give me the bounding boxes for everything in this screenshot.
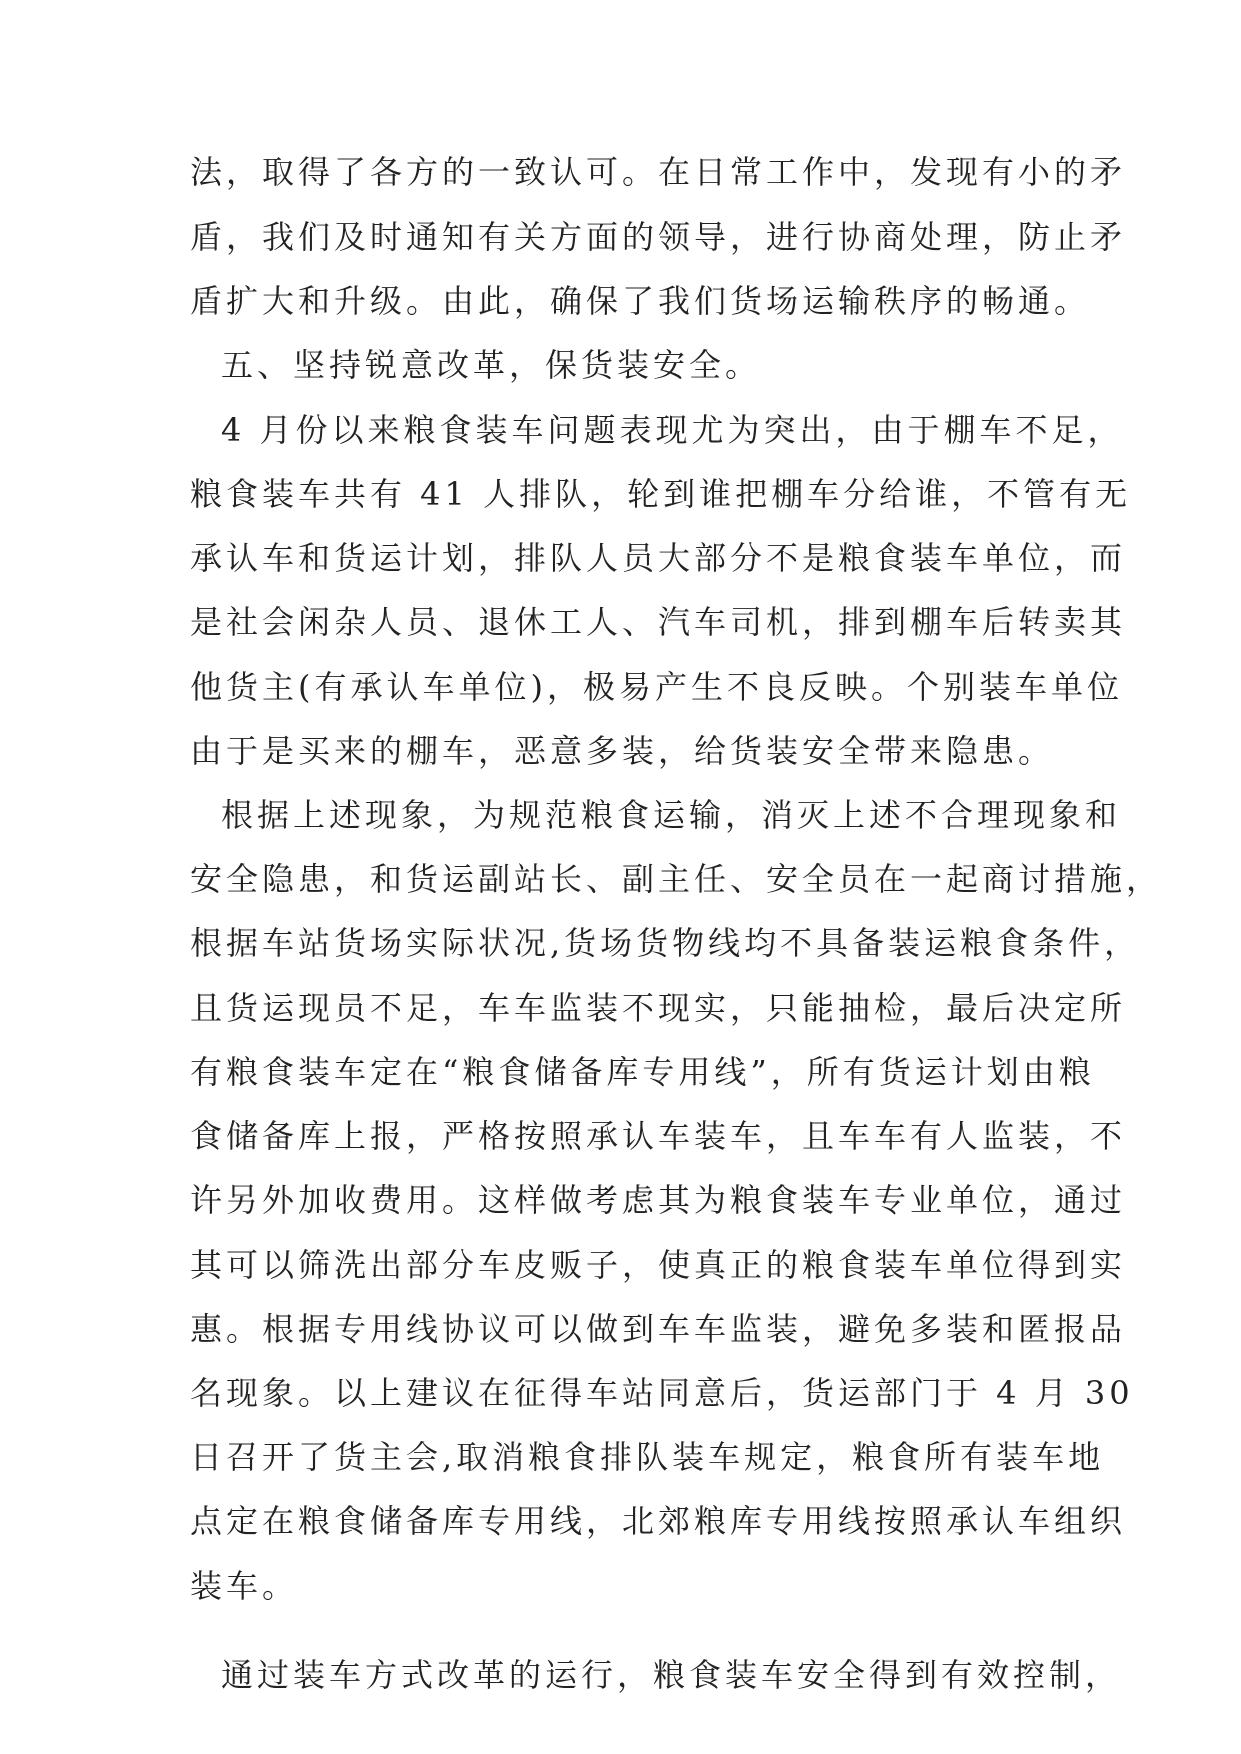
text-line: 安全隐患，和货运副站长、副主任、安全员在一起商讨措施，	[190, 860, 1163, 898]
text-line: 点定在粮食储备库专用线，北郊粮库专用线按照承认车组织	[190, 1502, 1127, 1540]
text-line: 盾，我们及时通知有关方面的领导，进行协商处理，防止矛	[190, 218, 1127, 256]
text-line: 粮食装车共有 41 人排队，轮到谁把棚车分给谁，不管有无	[190, 475, 1132, 513]
text-line: 盾扩大和升级。由此，确保了我们货场运输秩序的畅通。	[190, 282, 1091, 320]
text-line: 食储备库上报，严格按照承认车装车，且车车有人监装，不	[190, 1117, 1127, 1155]
paragraph-start: 通过装车方式改革的运行，粮食装车安全得到有效控制，	[221, 1656, 1122, 1694]
text-line: 是社会闲杂人员、退休工人、汽车司机，排到棚车后转卖其	[190, 603, 1127, 641]
text-line: 其可以筛洗出部分车皮贩子，使真正的粮食装车单位得到实	[190, 1246, 1127, 1284]
text-line: 且货运现员不足，车车监装不现实，只能抽检，最后决定所	[190, 989, 1127, 1027]
text-line: 法，取得了各方的一致认可。在日常工作中，发现有小的矛	[190, 153, 1127, 191]
section-heading: 五、坚持锐意改革，保货装安全。	[221, 346, 762, 384]
text-line: 由于是买来的棚车，恶意多装，给货装安全带来隐患。	[190, 732, 1055, 770]
text-line: 惠。根据专用线协议可以做到车车监装，避免多装和匿报品	[190, 1310, 1127, 1348]
text-line: 承认车和货运计划，排队人员大部分不是粮食装车单位，而	[190, 539, 1127, 577]
paragraph-start: 根据上述现象，为规范粮食运输，消灭上述不合理现象和	[221, 796, 1122, 834]
text-line: 他货主(有承认车单位)，极易产生不良反映。个别装车单位	[190, 668, 1123, 706]
paragraph-start: 4 月份以来粮食装车问题表现尤为突出，由于棚车不足，	[221, 411, 1124, 449]
text-line: 许另外加收费用。这样做考虑其为粮食装车专业单位，通过	[190, 1181, 1127, 1219]
text-line: 有粮食装车定在“粮食储备库专用线”，所有货运计划由粮	[190, 1053, 1095, 1091]
text-line: 根据车站货场实际状况,货场货物线均不具备装运粮食条件，	[190, 924, 1141, 962]
text-line: 日召开了货主会,取消粮食排队装车规定，粮食所有装车地	[190, 1438, 1105, 1476]
text-line: 名现象。以上建议在征得车站同意后，货运部门于 4 月 30	[190, 1374, 1134, 1412]
text-line: 装车。	[190, 1567, 299, 1605]
